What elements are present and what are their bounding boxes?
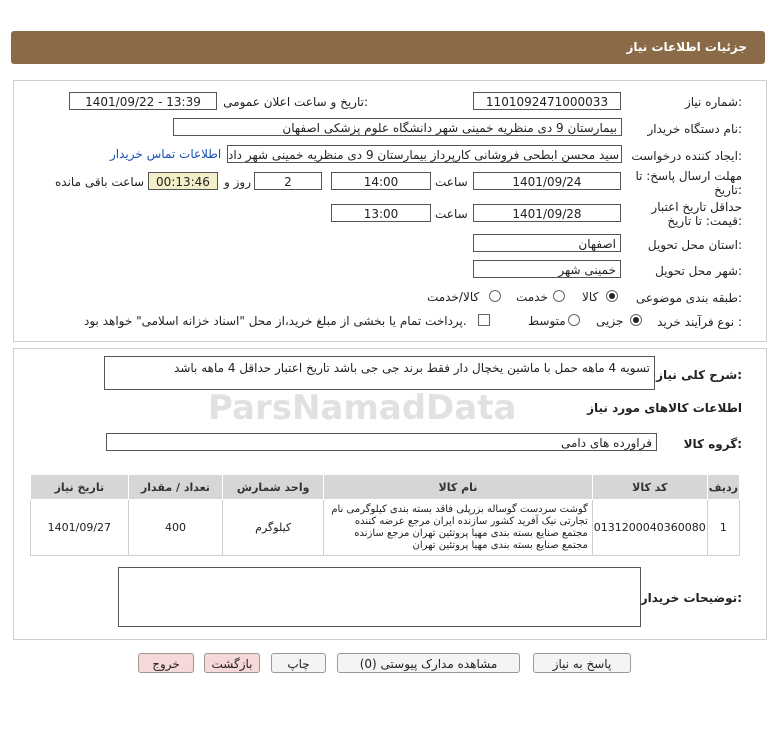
category-radio-goods[interactable] [606, 290, 618, 302]
buyer-notes-label: توضیحات خریدار: [640, 591, 742, 605]
validity-label: حداقل تاریخ اعتبار [651, 200, 742, 214]
col-date: تاریخ نیاز [31, 475, 129, 500]
page-title: جزئیات اطلاعات نیاز [626, 40, 747, 54]
announce-label: تاریخ و ساعت اعلان عمومی: [223, 95, 368, 109]
deadline-time-field: 14:00 [331, 172, 431, 190]
page-header [11, 31, 765, 64]
need-number-field: 1101092471000033 [473, 92, 621, 110]
goods-table [30, 474, 740, 556]
process-option-medium: متوسط [528, 314, 566, 328]
category-option-service: خدمت [516, 290, 548, 304]
row-name: گوشت سردست گوساله بزرپلی فاقد بسته بندی کیلوگرمی نام تجارتی نیک آفرید کشور سازنده ایران مرجع عرضه کننده مجتمع صنایع بسته بندی مهیا پروتئین تهران مرجع سازنده مجتمع صنایع بسته بندی مهیا پروتئین تهران [324, 500, 593, 556]
need-number-label: شماره نیاز: [684, 95, 742, 109]
buyer-notes-field [118, 567, 641, 627]
col-name: نام کالا [324, 475, 593, 500]
province-label: استان محل تحویل: [647, 238, 742, 252]
goods-group-label: گروه کالا: [683, 437, 742, 451]
validity-time-field: 13:00 [331, 204, 431, 222]
goods-info-title: اطلاعات کالاهای مورد نیاز [587, 401, 742, 415]
validity-time-label: ساعت [435, 207, 468, 221]
col-index: ردیف [707, 475, 739, 500]
category-radio-service[interactable] [553, 290, 565, 302]
row-qty: 400 [128, 500, 223, 556]
back-button[interactable]: بازگشت [204, 653, 260, 673]
requester-label: ایجاد کننده درخواست: [631, 149, 742, 163]
days-label: روز و [224, 175, 251, 189]
remaining-label: ساعت باقی مانده [55, 175, 145, 189]
buyer-org-field: بیمارستان 9 دی منظریه خمینی شهر دانشگاه علوم پزشکی اصفهان [173, 118, 622, 136]
table-header-row [31, 475, 740, 500]
province-field: اصفهان [473, 234, 621, 252]
attachments-button[interactable]: مشاهده مدارک پیوستی (0) [337, 653, 520, 673]
col-qty: تعداد / مقدار [128, 475, 223, 500]
validity-date-field: 1401/09/28 [473, 204, 621, 222]
col-unit: واحد شمارش [223, 475, 324, 500]
desc-label: شرح کلی نیاز: [656, 368, 742, 382]
process-radio-medium[interactable] [568, 314, 580, 326]
process-label: نوع فرآیند خرید : [657, 315, 742, 329]
requester-field: سید محسن ابطحی فروشانی کارپرداز بیمارستان 9 دی منظریه خمینی شهر داد [227, 145, 622, 163]
announce-field: 1401/09/22 - 13:39 [69, 92, 217, 110]
remaining-time-field: 00:13:46 [148, 172, 218, 190]
city-field: خمینی شهر [473, 260, 621, 278]
print-button[interactable]: چاپ [271, 653, 326, 673]
deadline-time-label: ساعت [435, 175, 468, 189]
table-row [31, 500, 740, 556]
col-code: کد کالا [592, 475, 707, 500]
reply-button[interactable]: پاسخ به نیاز [533, 653, 631, 673]
contact-buyer-link[interactable]: اطلاعات تماس خریدار [110, 147, 222, 161]
payment-note: پرداخت تمام یا بخشی از مبلغ خرید،از محل "اسناد خزانه اسلامی" خواهد بود. [84, 314, 467, 328]
watermark-logo: ParsNamadData [208, 388, 517, 428]
goods-group-field: فراورده های دامی [106, 433, 657, 451]
city-label: شهر محل تحویل: [655, 264, 742, 278]
deadline-date-field: 1401/09/24 [473, 172, 621, 190]
category-option-goods: کالا [582, 290, 599, 304]
row-index: 1 [707, 500, 739, 556]
process-radio-minor[interactable] [630, 314, 642, 326]
process-option-minor: جزیی [596, 314, 624, 328]
exit-button[interactable]: خروج [138, 653, 194, 673]
category-label: طبقه بندی موضوعی: [635, 291, 742, 305]
validity-label-2: قیمت: تا تاریخ: [667, 214, 742, 228]
category-radio-both[interactable] [489, 290, 501, 302]
deadline-label-2: تاریخ: [714, 183, 742, 197]
desc-field: تسویه 4 ماهه حمل با ماشین یخچال دار فقط برند جی جی باشد تاریخ اعتبار حداقل 4 ماهه باشد [104, 356, 655, 390]
buyer-org-label: نام دستگاه خریدار: [647, 122, 742, 136]
row-unit: کیلوگرم [223, 500, 324, 556]
deadline-label: مهلت ارسال پاسخ: تا [635, 169, 742, 183]
row-date: 1401/09/27 [31, 500, 129, 556]
category-option-both: کالا/خدمت [427, 290, 480, 304]
row-code: 0131200040360080 [592, 500, 707, 556]
days-field: 2 [254, 172, 322, 190]
treasury-checkbox[interactable] [478, 314, 490, 326]
